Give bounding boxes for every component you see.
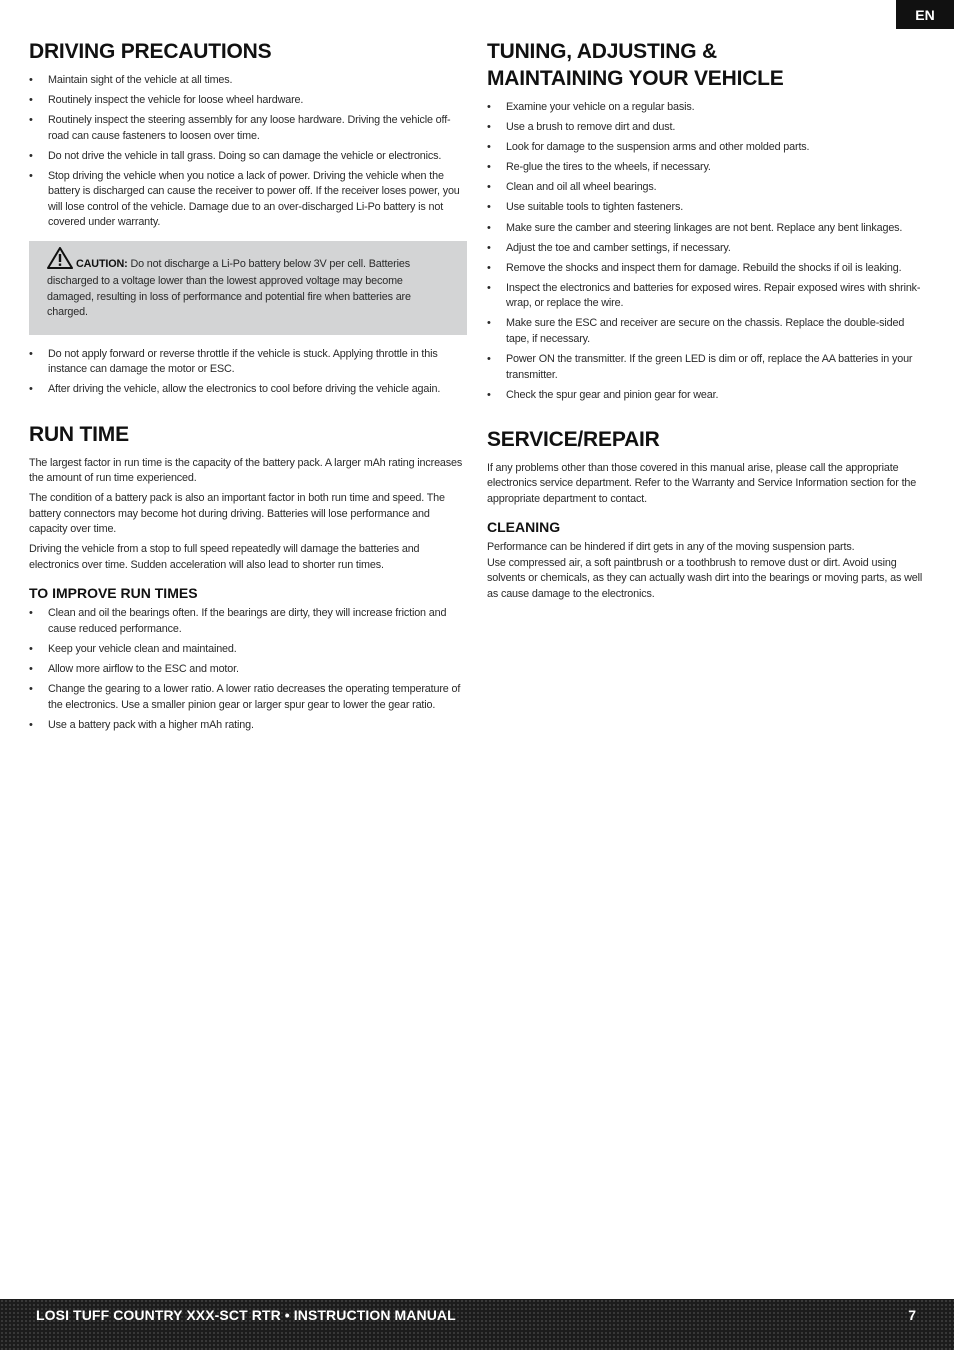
caution-text: Do not discharge a Li-Po battery below 3V per cell. Batteries discharged to a voltage lower than the lowest approved voltage may become damaged, resulting in loss of performance and potential fire when batteries are charged. <box>47 257 411 319</box>
service-repair-section <box>487 426 927 603</box>
footer-title: LOSI TUFF COUNTRY XXX-SCT RTR • INSTRUCTION MANUAL <box>36 1307 456 1323</box>
tuning-section <box>487 38 927 403</box>
tuning-list <box>487 100 927 403</box>
caution-box <box>29 241 467 335</box>
caution-label: CAUTION: <box>76 257 128 270</box>
list-item: • Power ON the transmitter. If the green LED is dim or off, replace the AA batteries in your transmitter. <box>487 352 927 383</box>
list-item: • Make sure the camber and steering linkages are not bent. Replace any bent linkages. <box>487 221 927 237</box>
paragraph: The largest factor in run time is the capacity of the battery pack. A larger mAh rating increases the amount of run time experienced. <box>29 456 463 485</box>
right-column <box>487 38 927 607</box>
left-column <box>29 38 465 738</box>
paragraph: If any problems other than those covered in this manual arise, please call the appropriate electronics service department. Refer to the Warranty and Service Information section for the appropriate department to contact. <box>487 461 917 505</box>
list-item: • Maintain sight of the vehicle at all times. <box>29 73 465 89</box>
paragraph: The condition of a battery pack is also an important factor in both run time and speed. The battery connectors may become hot during driving. Batteries will lose performance and capacity over time. <box>29 492 445 536</box>
list-item: • Examine your vehicle on a regular basis. <box>487 100 927 116</box>
cleaning-subheading: CLEANING <box>487 519 561 536</box>
list-item: • Re-glue the tires to the wheels, if necessary. <box>487 160 927 176</box>
list-item: • Use suitable tools to tighten fasteners. <box>487 200 927 216</box>
page-number: 7 <box>908 1307 916 1323</box>
footer-bar <box>0 1299 954 1350</box>
paragraph: Performance can be hindered if dirt gets in any of the moving suspension parts. Use compressed air, a soft paintbrush or a toothbrush to remove dust or dirt. Avoid using solvents or chemicals, as they can actually wash dirt into the bearings or moving parts, as well as cause damage to the electronics. <box>487 541 923 600</box>
driving-precautions-list <box>29 73 465 231</box>
improve-run-times-subheading: TO IMPROVE RUN TIMES <box>29 585 198 602</box>
list-item: • Routinely inspect the vehicle for loose wheel hardware. <box>29 93 465 109</box>
list-item: • Clean and oil all wheel bearings. <box>487 180 927 196</box>
list-item: • Do not drive the vehicle in tall grass. Doing so can damage the vehicle or electronics. <box>29 149 465 165</box>
list-item: • Remove the shocks and inspect them for damage. Rebuild the shocks if oil is leaking. <box>487 261 927 277</box>
service-repair-heading: SERVICE/REPAIR <box>487 427 660 451</box>
list-item: • Do not apply forward or reverse throttle if the vehicle is stuck. Applying throttle in this instance can damage the motor or ESC. <box>29 347 465 378</box>
list-item: • Use a battery pack with a higher mAh rating. <box>29 718 465 734</box>
driving-precautions-heading: DRIVING PRECAUTIONS <box>29 40 272 63</box>
list-item: • Change the gearing to a lower ratio. A lower ratio decreases the operating temperature of the electronics. Use a smaller pinion gear or larger spur gear to lower the gear ratio. <box>29 682 465 713</box>
list-item: • Look for damage to the suspension arms and other molded parts. <box>487 140 927 156</box>
list-item: • Clean and oil the bearings often. If the bearings are dirty, they will increase friction and cause reduced performance. <box>29 606 465 637</box>
list-item: • Allow more airflow to the ESC and motor. <box>29 662 465 678</box>
list-item: • After driving the vehicle, allow the electronics to cool before driving the vehicle again. <box>29 382 465 398</box>
list-item: • Keep your vehicle clean and maintained. <box>29 642 465 658</box>
list-item: • Use a brush to remove dirt and dust. <box>487 120 927 136</box>
list-item: • Inspect the electronics and batteries for exposed wires. Repair exposed wires with shrink-wrap, or replace the wire. <box>487 281 927 312</box>
list-item: • Adjust the toe and camber settings, if necessary. <box>487 241 927 257</box>
language-tab: EN <box>896 0 954 29</box>
tuning-heading-line1: TUNING, ADJUSTING & <box>487 40 717 63</box>
driving-precautions-section <box>29 38 465 398</box>
run-time-heading: RUN TIME <box>29 422 129 446</box>
tuning-heading <box>487 38 927 92</box>
tuning-heading-line2: MAINTAINING YOUR VEHICLE <box>487 67 784 90</box>
warning-triangle-icon <box>47 247 73 275</box>
list-item: • Check the spur gear and pinion gear for wear. <box>487 388 927 404</box>
driving-precautions-list-continued <box>29 347 465 398</box>
improve-run-times-list <box>29 606 465 733</box>
list-item: • Routinely inspect the steering assembly for any loose hardware. Driving the vehicle off-road can cause fasteners to loosen over time. <box>29 113 465 144</box>
paragraph: Driving the vehicle from a stop to full speed repeatedly will damage the batteries and electronics over time. Sudden acceleration will also lead to shorter run times. <box>29 543 420 571</box>
run-time-section <box>29 421 465 734</box>
list-item: • Make sure the ESC and receiver are secure on the chassis. Replace the double-sided tape, if necessary. <box>487 316 927 347</box>
list-item: • Stop driving the vehicle when you notice a lack of power. Driving the vehicle when the battery is discharged can cause the receiver to power off. If the receiver loses power, you will lose control of the vehicle. Damage due to an over-discharged Li-Po battery is not covered under warranty. <box>29 169 465 231</box>
